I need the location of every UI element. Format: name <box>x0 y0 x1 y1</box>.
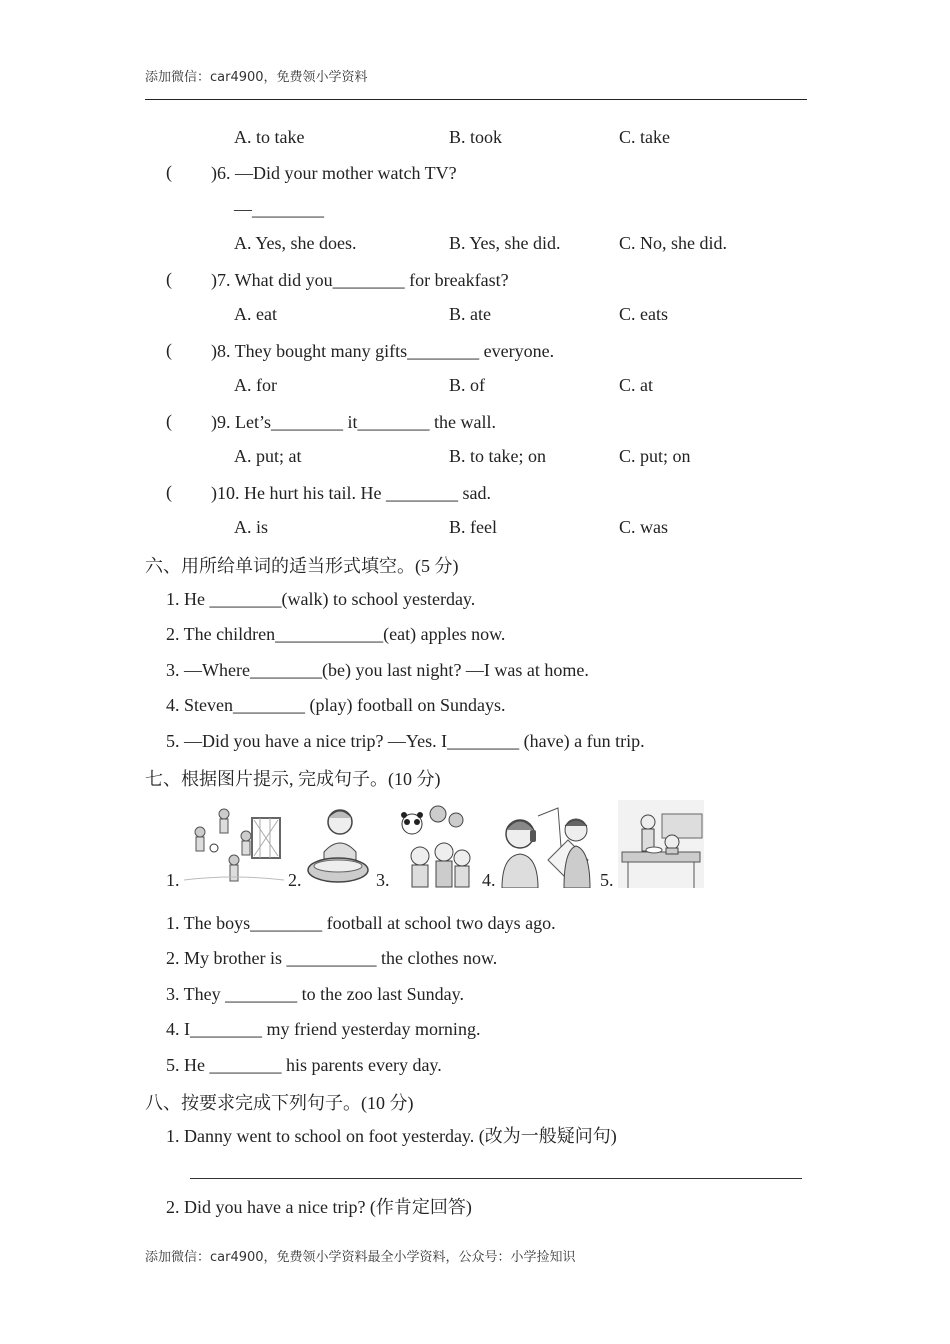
answer-paren: ( <box>166 340 172 360</box>
s6-item-3: 3. —Where________(be) you last night? —I was at home. <box>166 660 589 680</box>
q5-option-c: C. take <box>619 127 670 147</box>
picture-number-1: 1. <box>166 870 180 890</box>
picture-number-4: 4. <box>482 870 496 890</box>
page-header: 添加微信：car4900，免费领小学资料 <box>145 70 368 85</box>
answer-paren: ( <box>166 269 172 289</box>
q7-option-c: C. eats <box>619 304 668 324</box>
q6-stem: )6. —Did your mother watch TV? <box>211 163 457 183</box>
football-picture <box>184 800 284 888</box>
s7-item-1: 1. The boys________ football at school two days ago. <box>166 913 556 933</box>
header-divider <box>145 99 807 100</box>
q8-option-c: C. at <box>619 375 653 395</box>
q5-option-b: B. took <box>449 127 503 147</box>
zoo-picture <box>394 800 472 888</box>
section7-title: 七、根据图片提示, 完成句子。(10 分) <box>145 769 441 789</box>
q8-option-b: B. of <box>449 375 485 395</box>
q7-option-b: B. ate <box>449 304 491 324</box>
section6-title: 六、用所给单词的适当形式填空。(5 分) <box>145 556 459 576</box>
helping-parents-picture <box>618 800 704 888</box>
s7-item-4: 4. I________ my friend yesterday morning. <box>166 1019 481 1039</box>
s8-item-2: 2. Did you have a nice trip? (作肯定回答) <box>166 1197 472 1217</box>
answer-line <box>190 1178 802 1179</box>
picture-number-3: 3. <box>376 870 390 890</box>
washing-clothes-picture <box>302 800 374 888</box>
q6-reply: —________ <box>234 199 324 219</box>
answer-paren: ( <box>166 482 172 502</box>
q6-option-c: C. No, she did. <box>619 233 727 253</box>
page-footer: 添加微信：car4900，免费领小学资料最全小学资料，公众号：小学捡知识 <box>145 1250 576 1265</box>
s6-item-4: 4. Steven________ (play) football on Sundays. <box>166 695 506 715</box>
s7-item-5: 5. He ________ his parents every day. <box>166 1055 442 1075</box>
s6-item-5: 5. —Did you have a nice trip? —Yes. I________ (have) a fun trip. <box>166 731 645 751</box>
phone-call-picture <box>498 800 594 888</box>
q9-option-b: B. to take; on <box>449 446 546 466</box>
q9-stem: )9. Let’s________ it________ the wall. <box>211 412 496 432</box>
picture-number-5: 5. <box>600 870 614 890</box>
q9-option-a: A. put; at <box>234 446 302 466</box>
q6-option-b: B. Yes, she did. <box>449 233 561 253</box>
q10-stem: )10. He hurt his tail. He ________ sad. <box>211 483 491 503</box>
q9-option-c: C. put; on <box>619 446 691 466</box>
q7-stem: )7. What did you________ for breakfast? <box>211 270 509 290</box>
q5-option-a: A. to take <box>234 127 305 147</box>
q7-option-a: A. eat <box>234 304 277 324</box>
q6-option-a: A. Yes, she does. <box>234 233 357 253</box>
s6-item-2: 2. The children____________(eat) apples now. <box>166 624 506 644</box>
section8-title: 八、按要求完成下列句子。(10 分) <box>145 1093 414 1113</box>
q8-option-a: A. for <box>234 375 277 395</box>
q8-stem: )8. They bought many gifts________ everyone. <box>211 341 555 361</box>
q10-option-c: C. was <box>619 517 668 537</box>
s6-item-1: 1. He ________(walk) to school yesterday. <box>166 589 476 609</box>
answer-paren: ( <box>166 411 172 431</box>
answer-paren: ( <box>166 162 172 182</box>
s7-item-3: 3. They ________ to the zoo last Sunday. <box>166 984 464 1004</box>
q10-option-b: B. feel <box>449 517 497 537</box>
s7-item-2: 2. My brother is __________ the clothes now. <box>166 948 498 968</box>
q10-option-a: A. is <box>234 517 269 537</box>
picture-number-2: 2. <box>288 870 302 890</box>
s8-item-1: 1. Danny went to school on foot yesterday. (改为一般疑问句) <box>166 1126 617 1146</box>
